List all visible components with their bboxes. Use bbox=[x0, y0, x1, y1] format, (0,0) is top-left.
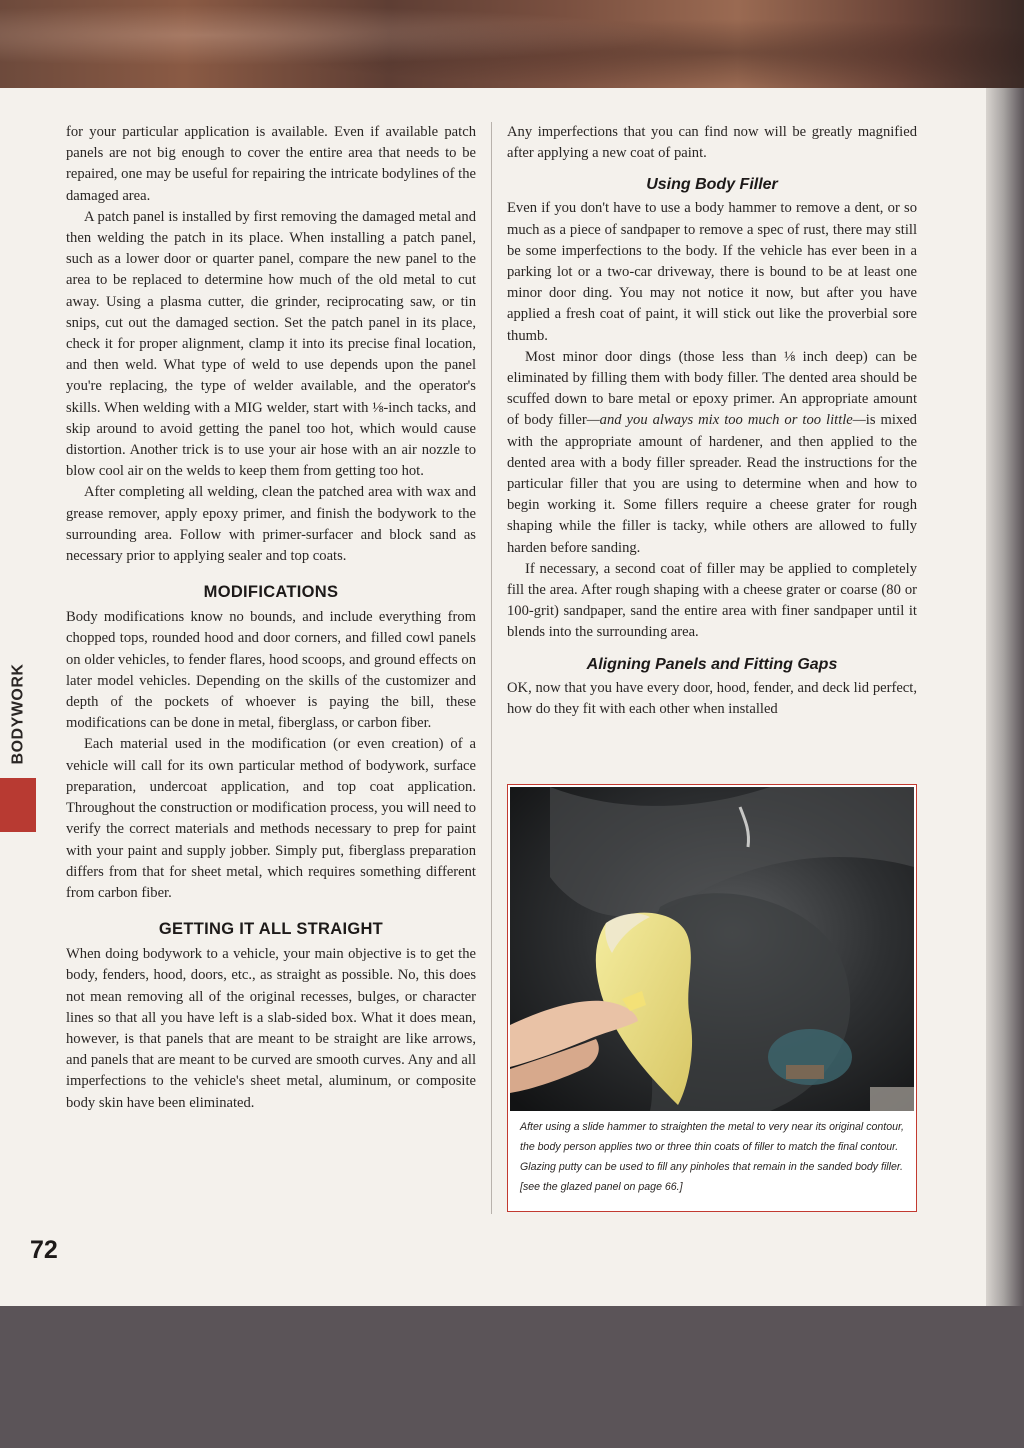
italic-aside: —and you always mix too much or too little— bbox=[586, 412, 866, 429]
paragraph bbox=[507, 347, 917, 559]
paragraph: If necessary, a second coat of filler may be applied to completely fill the area. After rough shaping with a cheese grater or coarse (80 or 100-grit) sandpaper, sand the entire area with finer sandpaper until it blends into the surrounding area. bbox=[507, 560, 917, 641]
section-tab bbox=[0, 650, 36, 832]
paragraph: for your particular application is available. Even if available patch panels are not big enough to cover the entire area that needs to be repaired, one may be useful for repairing the intricate bodylines of the damaged area. bbox=[66, 124, 476, 204]
heading-getting-it-all-straight: GETTING IT ALL STRAIGHT bbox=[158, 920, 384, 939]
figure-caption: After using a slide hammer to straighten the metal to very near its original contour, the body person applies two or three thin coats of filler to match the final contour. Glazing putty can be used to fill any pinholes that remain in the sanded body filler. [see the glazed panel on page 66.] bbox=[520, 1121, 904, 1193]
body-filler-photo bbox=[510, 787, 914, 1111]
paragraph: After completing all welding, clean the patched area with wax and grease remover, apply epoxy primer, and finish the bodywork to the surrounding area. Follow with primer-surfacer and block sand as necessary prior to applying sealer and top coats. bbox=[66, 484, 476, 565]
figure-box bbox=[507, 784, 917, 1212]
scan-background bbox=[0, 1306, 1024, 1448]
section-tab-label: BODYWORK bbox=[9, 663, 27, 765]
text-run: Most minor door dings (those less than ⅛ inch deep) can be eliminated by filling them with body filler. The dented area should be scuffed down to bare metal or epoxy primer. An appropriate amount of body filler bbox=[507, 348, 917, 429]
paragraph: OK, now that you have every door, hood, fender, and deck lid perfect, how do they fit with each other when installed bbox=[507, 679, 917, 717]
paragraph: Even if you don't have to use a body hammer to remove a dent, or so much as a piece of sandpaper to remove a spec of rust, there may still be some imperfections to the body. If the vehicle has ever been in a parking lot or a two-car driveway, there is bound to be at least one minor door ding. You may not notice it now, but after you have applied a fresh coat of paint, it will stick out like the proverbial sore thumb. bbox=[507, 200, 917, 344]
heading-modifications: MODIFICATIONS bbox=[203, 583, 339, 602]
right-column bbox=[507, 122, 917, 720]
left-column bbox=[66, 122, 476, 1114]
paragraph: Body modifications know no bounds, and include everything from chopped tops, rounded hood and door corners, and filled cowl panels on older vehicles, to fender flares, hood scoops, and ground effects on later model vehicles. Depending on the skills of the customizer and depth of the pockets of whoever is paying the bill, these modifications can be done in metal, fiberglass, or carbon fiber. bbox=[66, 609, 476, 732]
paragraph: Any imperfections that you can find now will be greatly magnified after applying a new coat of paint. bbox=[507, 124, 917, 162]
page-number: 72 bbox=[30, 1236, 58, 1264]
text-run: is mixed with the appropriate amount of hardener, and then applied to the dented area with a body filler spreader. Read the instructions for the particular filler that you are using to determine when and how to begin working it. Some fillers require a cheese grater for rough shaping while the filler is tacky, while others are allowed to fully harden before sanding. bbox=[507, 412, 917, 556]
paragraph: Each material used in the modification (or even creation) of a vehicle will call for its own particular method of bodywork, surface preparation, undercoat application, and top coat application. Throughout the construction or modification process, you will need to verify the correct materials and methods necessary to prep for paint with your paint and supply jobber. Simply put, fiberglass preparation differs from that for sheet metal, which requires something different from carbon fiber. bbox=[66, 736, 476, 901]
top-photo-strip bbox=[0, 0, 1024, 88]
column-divider bbox=[491, 122, 492, 1214]
section-tab-color-bar bbox=[0, 778, 36, 832]
heading-aligning-panels: Aligning Panels and Fitting Gaps bbox=[586, 655, 838, 673]
paragraph: A patch panel is installed by first removing the damaged metal and then welding the patch in its place. When installing a patch panel, such as a lower door or quarter panel, compare the new panel to the area to be replaced to determine how much of the old metal to cut away. Using a plasma cutter, die grinder, reciprocating saw, or tin snips, cut out the damaged section. Set the patch panel in its place, check it for proper alignment, clamp it into its precise final location, and then weld. What type of weld to use depends upon the panel you're replacing, the type of welder available, and the operator's skills. When welding with a MIG welder, start with ⅛-inch tacks, and skip around to avoid getting the panel too hot, which would cause distortion. Another trick is to use your air hose with an air nozzle to blow cool air on the welds to keep them from getting too hot. bbox=[66, 208, 476, 480]
paragraph: When doing bodywork to a vehicle, your main objective is to get the body, fenders, hood, doors, etc., as straight as possible. No, this does not mean removing all of the original recesses, bulges, or character lines so that all you have left is a slab-sided box. What it does mean, however, is that panels that are meant to be straight are like arrows, and panels that are meant to be curved are smooth curves. Any and all imperfections to the vehicle's sheet metal, aluminum, or composite body skin have been eliminated. bbox=[66, 946, 476, 1111]
page-edge-shadow bbox=[986, 88, 1024, 1306]
heading-using-body-filler: Using Body Filler bbox=[646, 176, 778, 194]
